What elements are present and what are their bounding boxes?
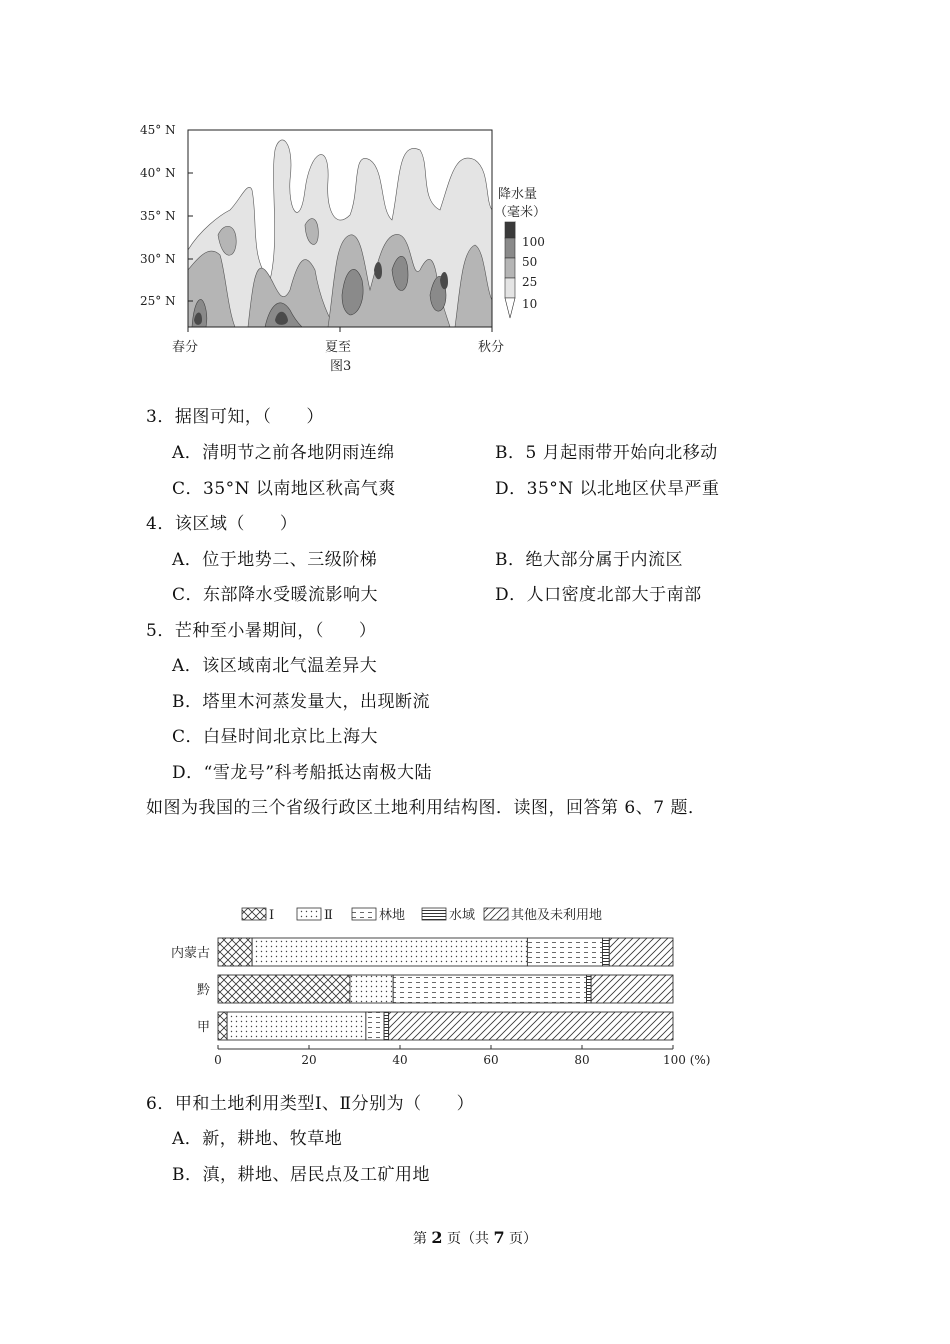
legend-label: Ⅱ [324, 908, 333, 923]
question-3-option-a: A．清明节之前各地阴雨连绵 [172, 443, 395, 463]
x-tick-label: 20 [301, 1053, 317, 1067]
bar-segment [602, 938, 609, 966]
question-6-stem: 6．甲和土地利用类型Ⅰ、Ⅱ分别为（ ） [146, 1094, 475, 1114]
figure-3-precipitation-chart [130, 120, 550, 380]
legend-value: 25 [522, 275, 538, 289]
question-4-option-d: D．人口密度北部大于南部 [495, 585, 702, 605]
y-axis-labels [140, 123, 176, 308]
question-5-option-d: D．“雪龙号”科考船抵达南极大陆 [172, 763, 433, 783]
x-tick-label: 100 (%) [663, 1053, 711, 1067]
question-4-option-b: B．绝大部分属于内流区 [495, 550, 683, 570]
bar-segment [218, 1012, 227, 1040]
footer-prefix: 第 [412, 1231, 427, 1247]
y-tick-label: 30° N [140, 252, 176, 266]
bar-segment [384, 1012, 389, 1040]
legend-value: 50 [522, 255, 538, 269]
footer-middle: 页（共 [447, 1231, 489, 1247]
x-tick-label: 秋分 [478, 340, 505, 355]
question-3-option-b: B．5 月起雨带开始向北移动 [495, 443, 718, 463]
legend-label: 水域 [449, 908, 476, 923]
y-tick-label: 45° N [140, 123, 176, 137]
x-axis-labels [172, 339, 504, 355]
page-footer [0, 1228, 950, 1248]
bars [218, 938, 673, 1040]
figure-caption: 图3 [330, 359, 352, 374]
x-tick-label: 春分 [172, 340, 199, 355]
question-5-stem: 5．芒种至小暑期间，（ ） [146, 621, 377, 641]
bar-segment [393, 975, 586, 1003]
bar-segment [227, 1012, 366, 1040]
legend-unit: （毫米） [494, 205, 547, 220]
bar-segment [591, 975, 673, 1003]
legend-label: 其他及未利用地 [511, 908, 603, 923]
question-5-option-a: A．该区域南北气温差异大 [172, 656, 378, 676]
legend-label: 林地 [379, 908, 406, 923]
legend-swatch [297, 908, 321, 920]
legend-swatch [242, 908, 266, 920]
question-3-option-c: C．35°N 以南地区秋高气爽 [172, 479, 396, 499]
question-4-option-c: C．东部降水受暖流影响大 [172, 585, 379, 605]
bar-segment [389, 1012, 673, 1040]
category-label: 内蒙古 [170, 946, 210, 961]
land-use-structure-chart [160, 900, 740, 1075]
legend-value: 100 [522, 235, 545, 249]
question-4-option-a: A．位于地势二、三级阶梯 [172, 550, 378, 570]
y-tick-label: 35° N [140, 209, 176, 223]
bar-segment [252, 938, 527, 966]
x-tick-label: 0 [214, 1053, 222, 1067]
y-tick-label: 25° N [140, 294, 176, 308]
legend-swatch [352, 908, 376, 920]
question-3-option-d: D．35°N 以北地区伏旱严重 [495, 479, 720, 499]
x-axis [214, 1045, 710, 1067]
question-6-option-b: B．滇，耕地、居民点及工矿用地 [172, 1165, 430, 1185]
question-5-option-b: B．塔里木河蒸发量大，出现断流 [172, 692, 430, 712]
bar-segment [350, 975, 393, 1003]
x-tick-label: 夏至 [325, 340, 352, 355]
precip-legend [494, 186, 546, 318]
bar-segment [218, 938, 252, 966]
chart-legend [242, 907, 602, 923]
category-label: 黔 [196, 983, 210, 998]
footer-suffix: 页） [509, 1231, 538, 1247]
legend-title: 降水量 [498, 187, 538, 202]
question-5-option-c: C．白昼时间北京比上海大 [172, 727, 379, 747]
bar-segment [527, 938, 602, 966]
x-tick-label: 80 [574, 1053, 590, 1067]
bar-segment [218, 975, 350, 1003]
category-labels [171, 945, 210, 1035]
question-4-stem: 4．该区域（ ） [146, 514, 298, 534]
legend-swatch [422, 908, 446, 920]
total-page-number: 7 [493, 1228, 505, 1247]
question-3-stem: 3．据图可知，（ ） [146, 407, 324, 427]
legend-label: Ⅰ [269, 908, 275, 923]
x-tick-label: 60 [483, 1053, 499, 1067]
current-page-number: 2 [431, 1228, 443, 1247]
bar-segment [587, 975, 592, 1003]
y-tick-label: 40° N [140, 166, 176, 180]
category-label: 甲 [196, 1020, 210, 1035]
legend-value: 10 [522, 297, 538, 311]
bar-segment [609, 938, 673, 966]
question-6-option-a: A．新，耕地、牧草地 [172, 1129, 343, 1149]
bar-segment [366, 1012, 384, 1040]
x-tick-label: 40 [392, 1053, 408, 1067]
legend-swatch [484, 908, 508, 920]
intro-questions-6-7: 如图为我国的三个省级行政区土地利用结构图．读图，回答第 6、7 题． [146, 798, 706, 818]
